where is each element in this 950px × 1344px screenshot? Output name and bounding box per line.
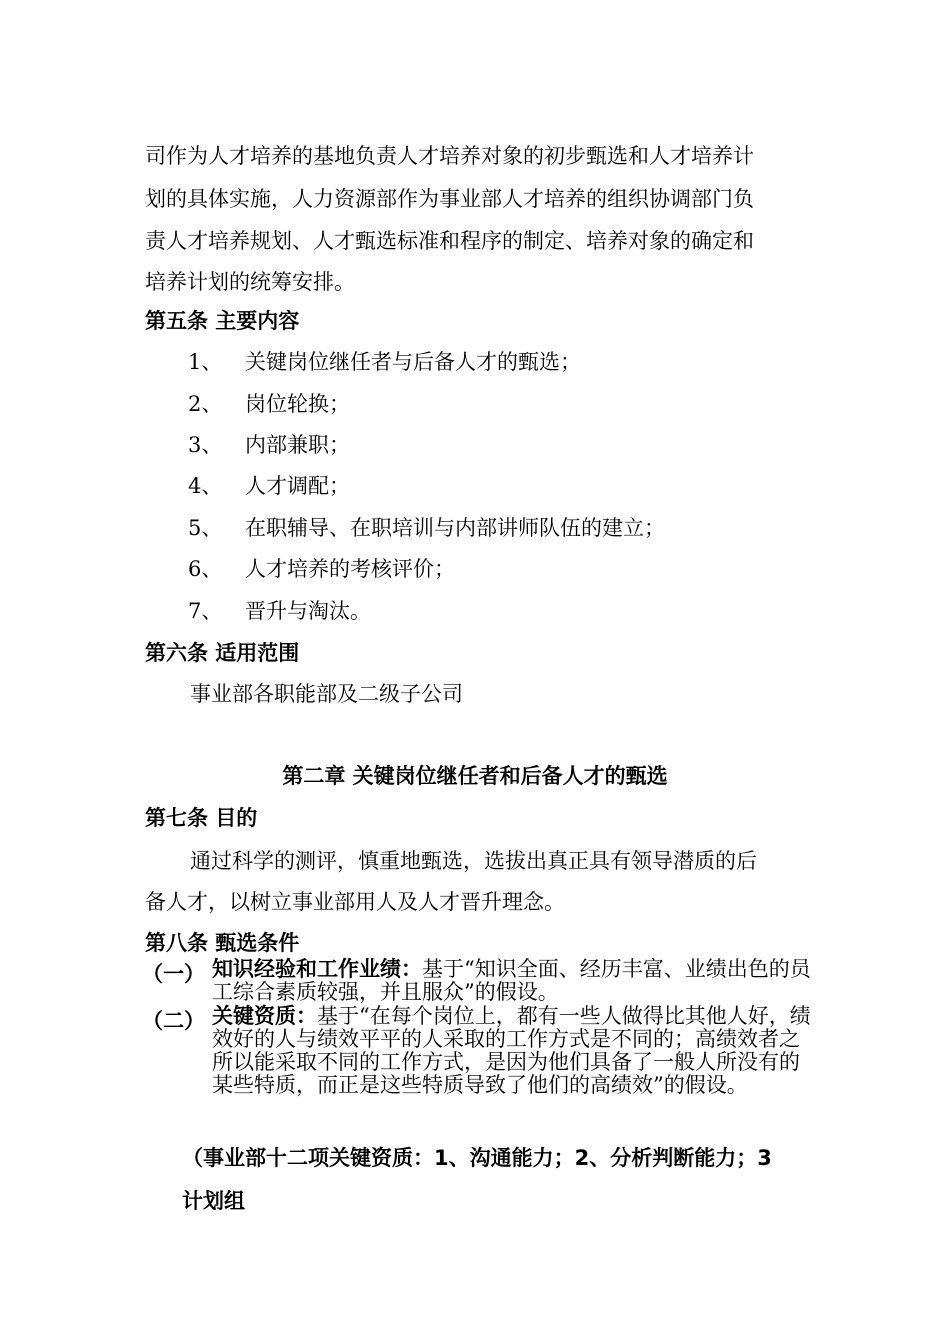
article-heading: 第七条 目的 xyxy=(145,806,258,830)
list-item-number: 5、 xyxy=(188,516,223,540)
condition-text: 基于“知识全面、经历丰富、业绩出色的员工综合素质较强，并且服众”的假设。 xyxy=(212,957,811,1004)
condition-label: （一） xyxy=(142,962,205,986)
note-line: 计划组 xyxy=(182,1189,245,1213)
article-heading: 第五条 主要内容 xyxy=(145,309,300,333)
list-item-text: 人才培养的考核评价； xyxy=(245,557,455,581)
condition-label: （二） xyxy=(142,1009,205,1033)
condition-body xyxy=(212,1005,812,1097)
article-text: 通过科学的测评，慎重地甄选，选拔出真正具有领导潜质的后 xyxy=(190,849,757,873)
article-text: 事业部各职能部及二级子公司 xyxy=(190,682,463,706)
article-text: 备人才，以树立事业部用人及人才晋升理念。 xyxy=(145,890,565,914)
article-heading: 第六条 适用范围 xyxy=(145,641,300,665)
list-item-text: 人才调配； xyxy=(245,474,350,498)
chapter-title: 第二章 关键岗位继任者和后备人才的甄选 xyxy=(282,764,668,788)
list-item-text: 晋升与淘汰。 xyxy=(245,599,371,623)
intro-line: 划的具体实施，人力资源部作为事业部人才培养的组织协调部门负 xyxy=(145,187,754,211)
list-item-text: 内部兼职； xyxy=(245,433,350,457)
condition-key: 关键资质： xyxy=(212,1004,317,1028)
list-item-number: 4、 xyxy=(188,474,223,498)
condition-text: 基于“在每个岗位上，都有一些人做得比其他人好，绩效好的人与绩效平平的人采取的工作方式是不同的；高绩效者之所以能采取不同的工作方式，是因为他们具备了一般人所没有的某些特质，而正是这些特质导致了他们的高绩效”的假设。 xyxy=(212,1004,811,1097)
list-item-text: 岗位轮换； xyxy=(245,392,350,416)
intro-line: 培养计划的统筹安排。 xyxy=(145,270,355,294)
list-item-number: 6、 xyxy=(188,557,223,581)
list-item-number: 3、 xyxy=(188,433,223,457)
list-item-number: 7、 xyxy=(188,599,223,623)
article-heading: 第八条 甄选条件 xyxy=(145,931,300,955)
list-item-number: 2、 xyxy=(188,392,223,416)
intro-line: 司作为人才培养的基地负责人才培养对象的初步甄选和人才培养计 xyxy=(145,144,754,168)
list-item-text: 在职辅导、在职培训与内部讲师队伍的建立； xyxy=(245,516,665,540)
note-line: （事业部十二项关键资质：1、沟通能力；2、分析判断能力；3 xyxy=(182,1146,772,1170)
intro-line: 责人才培养规划、人才甄选标准和程序的制定、培养对象的确定和 xyxy=(145,229,754,253)
condition-key: 知识经验和工作业绩： xyxy=(212,957,422,981)
condition-body xyxy=(212,958,812,1004)
list-item-number: 1、 xyxy=(188,350,223,374)
list-item-text: 关键岗位继任者与后备人才的甄选； xyxy=(245,350,581,374)
